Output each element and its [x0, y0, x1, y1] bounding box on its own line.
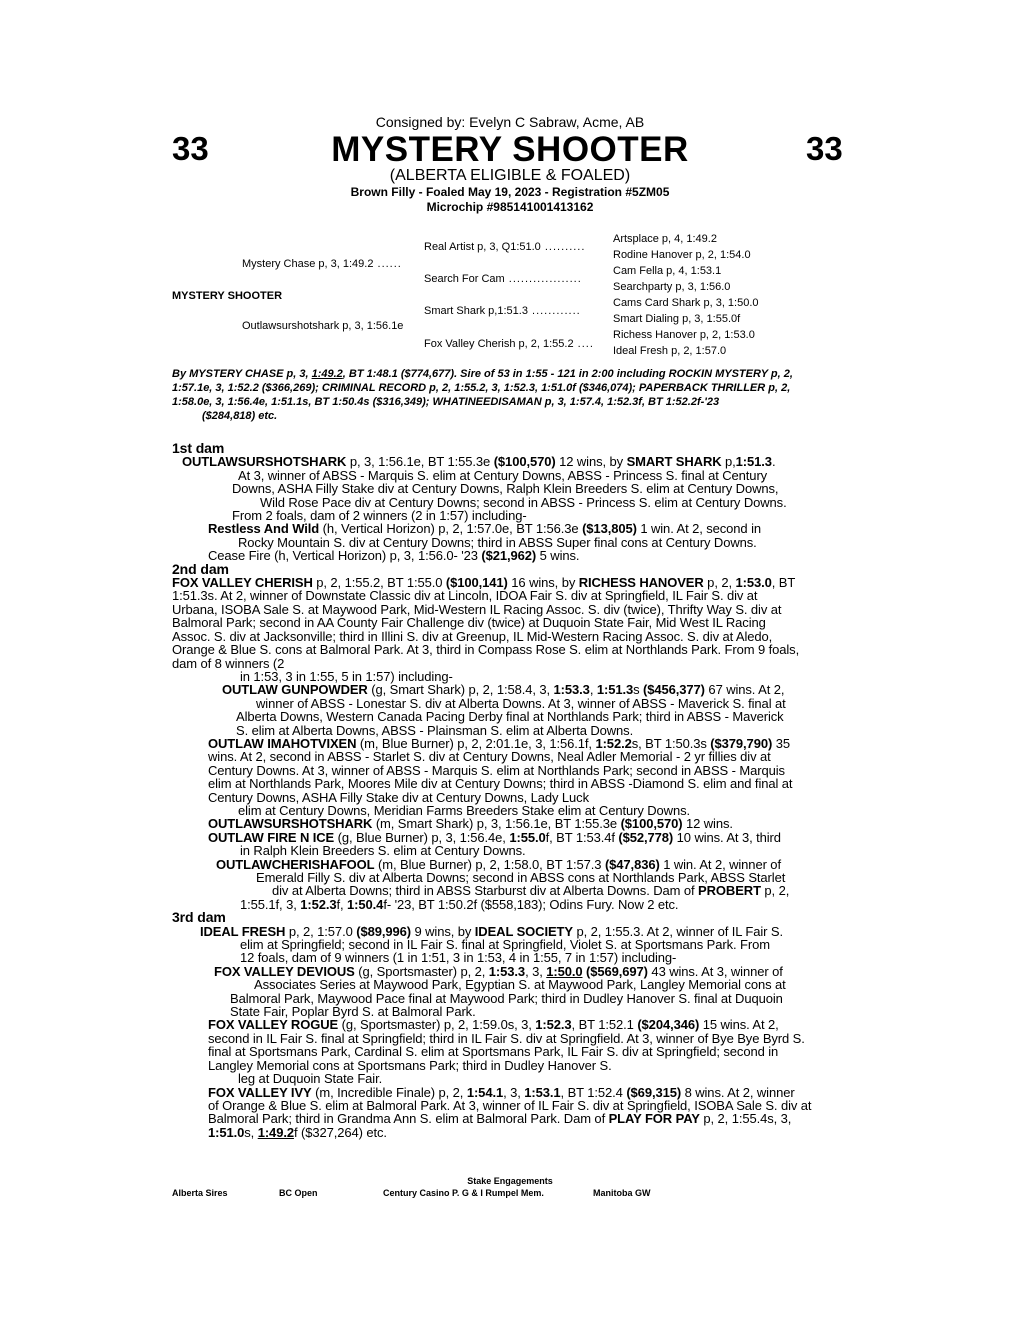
produce-fox-valley-devious: FOX VALLEY DEVIOUS (g, Sportsmaster) p, 2, 1:53.3, 3, 1:50.0 ($569,697) 43 wins. At 3, winner of	[214, 963, 783, 979]
second-dam-line: 1:51.3s. At 2, winner of Downstate Classic div at Lincoln, IDOA Fair S. div at Springfield, IL Fair S. div at	[172, 588, 758, 604]
foaling-details: Brown Filly - Foaled May 19, 2023 - Registration #5ZM05	[350, 185, 670, 199]
horse-name: MYSTERY SHOOTER	[331, 130, 689, 169]
produce-line: Emerald Filly S. div at Alberta Downs; second in ABSS cons at Northlands Park, ABSS Starlet	[256, 870, 786, 885]
produce-outlawsurshotshark: OUTLAWSURSHOTSHARK (m, Smart Shark) p, 3, 1:56.1e, BT 1:55.3e ($100,570) 12 wins.	[208, 816, 733, 832]
produce-line: S. elim at Alberta Downs, ABSS - Plainsman S. elim at Alberta Downs.	[236, 722, 634, 738]
produce-line: elim at Century Downs, Meridian Farms Breeders Stake elim at Century Downs.	[238, 802, 690, 818]
produce-restless-and-wild: Restless And Wild (h, Vertical Horizon) p, 2, 1:57.0e, BT 1:56.3e ($13,805) 1 win. At 2, second in	[208, 521, 761, 537]
produce-line: final at Sportsmans Park, Cardinal S. elim at Sportsmans Park, IL Fair S. div at Springfield; second in	[208, 1044, 779, 1060]
produce-outlaw-fire-n-ice: OUTLAW FIRE N ICE (g, Blue Burner) p, 3, 1:56.4e, 1:55.0f, BT 1:53.4f ($52,778) 10 wins. At 3, third	[208, 829, 781, 845]
produce-fox-valley-ivy: FOX VALLEY IVY (m, Incredible Finale) p, 2, 1:54.1, 3, 1:53.1, BT 1:52.4 ($69,315) 8 wins. At 2, winner	[208, 1084, 795, 1100]
pedigree-g8: Ideal Fresh p, 2, 1:57.0	[613, 345, 727, 357]
stake-engagements-title: Stake Engagements	[467, 1176, 553, 1186]
pedigree-g5: Cams Card Shark p, 3, 1:50.0	[613, 297, 759, 309]
produce-line: second in IL Fair S. final at Springfield; third in IL Fair S. div at Springfield. At 3, winner of Bye Bye Byrd S.	[208, 1030, 805, 1046]
pedigree-g2: Rodine Hanover p, 2, 1:54.0	[613, 249, 751, 261]
pedigree-dam-dam: Fox Valley Cherish p, 2, 1:55.2 ....	[424, 338, 594, 350]
hip-number-left: 33	[172, 130, 209, 167]
produce-cease-fire: Cease Fire (h, Vertical Horizon) p, 3, 1:56.0- '23 ($21,962) 5 wins.	[208, 548, 580, 564]
produce-line: elim at Northlands Park, Moores Mile div at Century Downs; third in ABSS -Diamond S. elim and final at	[208, 776, 793, 792]
produce-line: Century Downs, ASHA Filly Stake div at Century Downs, Lady Luck	[208, 789, 589, 805]
produce-line: wins. At 2, second in ABSS - Starlet S. div at Century Downs, Neal Adler Memorial - 2 yr fillies div at	[208, 749, 771, 765]
second-dam-line: in 1:53, 3 in 1:55, 5 in 1:57) including-	[240, 668, 453, 684]
first-dam-line: Downs, ASHA Filly Stake div at Century Downs, Ralph Klein Breeders S. elim at Century Downs,	[232, 481, 779, 497]
second-dam-heading: 2nd dam	[172, 560, 229, 577]
first-dam-line: From 2 foals, dam of 2 winners (2 in 1:57) including-	[232, 508, 527, 524]
pedigree-g3: Cam Fella p, 4, 1:53.1	[613, 265, 722, 277]
pedigree-sire: Mystery Chase p, 3, 1:49.2 ......	[242, 258, 402, 270]
produce-line: 1:55.1f, 3, 1:52.3f, 1:50.4f- '23, BT 1:50.2f ($558,183); Odins Fury. Now 2 etc.	[240, 896, 679, 912]
produce-fox-valley-rogue: FOX VALLEY ROGUE (g, Sportsmaster) p, 2, 1:59.0s, 3, 1:52.3, BT 1:52.1 ($204,346) 15 wins. At 2,	[208, 1017, 779, 1033]
produce-line: State Fair, Poplar Byrd S. at Balmoral Park.	[230, 1004, 476, 1020]
first-dam-heading: 1st dam	[172, 440, 225, 456]
produce-line: leg at Duquoin State Fair.	[238, 1071, 383, 1087]
pedigree-subject: MYSTERY SHOOTER	[172, 290, 283, 302]
produce-line: Langley Memorial cons at Sportsmans Park; third in Dudley Hanover S.	[208, 1057, 612, 1073]
produce-line: div at Alberta Downs; third in ABSS Starburst div at Alberta Downs. Dam of PROBERT p, 2,	[272, 883, 790, 899]
pedigree-g4: Searchparty p, 3, 1:56.0	[613, 281, 731, 293]
second-dam-line: Orange & Blue S. cons at Balmoral Park. At 3, third in Compass Rose S. elim at Northlands Park. From 9 foals,	[172, 642, 800, 658]
second-dam-line: Balmoral Park; second in AA County Fair Challenge div (twice) at Duquoin State Fair, Mid West IL Racing	[172, 615, 766, 631]
second-dam-line: Urbana, ISOBA Sale S. at Maywood Park, Mid-Western IL Racing Assoc. S. div (twice), Thrifty Way S. div at	[172, 601, 782, 617]
produce-line: Balmoral Park, Maywood Pace final at Maywood Park; third in Dudley Hanover S. final at Duquoin	[230, 990, 783, 1006]
second-dam-line: Assoc. S. div at Jacksonville; third in Illini S. div at Greenup, IL Mid-Western Racing Assoc. S. div at Aledo,	[172, 628, 773, 644]
produce-outlaw-gunpowder: OUTLAW GUNPOWDER (g, Smart Shark) p, 2, 1:58.4, 3, 1:53.3, 1:51.3s ($456,377) 67 wins. At 2,	[222, 682, 785, 698]
produce-line: Alberta Downs, Western Canada Pacing Derby final at Northlands Park; third in ABSS - Maverick	[236, 709, 784, 725]
first-dam-line: At 3, winner of ABSS - Marquis S. elim at Century Downs, ABSS - Princess S. final at Century	[238, 467, 768, 483]
third-dam-entry: IDEAL FRESH p, 2, 1:57.0 ($89,996) 9 wins, by IDEAL SOCIETY p, 2, 1:55.3. At 2, winner of IL Fair S.	[200, 923, 783, 939]
third-dam-line: elim at Springfield; second in IL Fair S. final at Springfield, Violet S. at Sportsmans Park. From	[240, 937, 770, 953]
produce-line: Rocky Mountain S. div at Century Downs; third in ABSS Super final cons at Century Downs.	[238, 534, 757, 550]
produce-line: of Orange & Blue S. elim at Balmoral Park. At 3, winner of IL Fair S. div at Springfield, ISOBA Sale S. div at	[208, 1097, 812, 1113]
pedigree-dam-sire: Smart Shark p,1:51.3 ............	[424, 305, 581, 317]
produce-line: winner of ABSS - Lonestar S. div at Alberta Downs. At 3, winner of ABSS - Maverick S. final at	[256, 695, 786, 711]
pedigree-g7: Richess Hanover p, 2, 1:53.0	[613, 329, 755, 341]
first-dam-entry: OUTLAWSURSHOTSHARK p, 3, 1:56.1e, BT 1:55.3e ($100,570) 12 wins, by SMART SHARK p,1:51.3.	[182, 454, 776, 470]
pedigree-sire-sire: Real Artist p, 3, Q1:51.0 ..........	[424, 241, 586, 253]
stake-item: BC Open	[279, 1188, 318, 1198]
stake-item: Century Casino P. G & I Rumpel Mem.	[383, 1188, 544, 1198]
first-dam-line: Wild Rose Pace div at Century Downs; second in ABSS - Princess S. elim at Century Downs.	[260, 494, 787, 510]
second-dam-entry: FOX VALLEY CHERISH p, 2, 1:55.2, BT 1:55.0 ($100,141) 16 wins, by RICHESS HANOVER p, 2, 1:53.0, BT	[172, 575, 796, 591]
consignor: Consigned by: Evelyn C Sabraw, Acme, AB	[375, 114, 645, 130]
stake-item: Alberta Sires	[172, 1188, 228, 1198]
produce-line: Century Downs. At 3, winner of ABSS - Marquis S. elim at Northlands Park; second in ABSS - Marquis	[208, 762, 785, 778]
produce-outlawcherishafool: OUTLAWCHERISHAFOOL (m, Blue Burner) p, 2, 1:58.0, BT 1:57.3 ($47,836) 1 win. At 2, winner of	[216, 856, 781, 872]
produce-line: 1:51.0s, 1:49.2f ($327,264) etc.	[208, 1124, 387, 1140]
produce-line: in Ralph Klein Breeders S. elim at Century Downs.	[240, 843, 526, 859]
produce-line: Associates Series at Maywood Park, Egyptian S. at Maywood Park, Langley Memorial cons at	[254, 977, 786, 993]
pedigree-sire-dam: Search For Cam ..................	[424, 273, 582, 285]
second-dam-line: dam of 8 winners (2	[172, 655, 285, 671]
hip-number-right: 33	[806, 130, 843, 167]
stake-item: Manitoba GW	[593, 1188, 651, 1198]
pedigree-dam: Outlawsurshotshark p, 3, 1:56.1e	[242, 320, 404, 332]
produce-outlaw-imahotvixen: OUTLAW IMAHOTVIXEN (m, Blue Burner) p, 2, 2:01.1e, 3, 1:56.1f, 1:52.2s, BT 1:50.3s ($379,790) 35	[208, 735, 790, 751]
pedigree-g6: Smart Dialing p, 3, 1:55.0f	[613, 313, 741, 325]
eligibility: (ALBERTA ELIGIBLE & FOALED)	[389, 167, 631, 184]
third-dam-heading: 3rd dam	[172, 909, 226, 926]
third-dam-line: 12 foals, dam of 9 winners (1 in 1:51, 3 in 1:53, 4 in 1:55, 7 in 1:57) including-	[240, 950, 677, 966]
female-family	[172, 442, 852, 1139]
produce-line: Balmoral Park; third in Grandma Ann S. elim at Balmoral Park. Dam of PLAY FOR PAY p, 2, 1:55.4s, 3,	[208, 1111, 792, 1127]
microchip: Microchip #985141001413162	[426, 200, 594, 214]
pedigree-g1: Artsplace p, 4, 1:49.2	[613, 233, 717, 245]
sire-summary: By MYSTERY CHASE p, 3, 1:49.2, BT 1:48.1 ($774,677). Sire of 53 in 1:55 - 121 in 2:00 including ROCKIN MYSTERY p, 2, 1:57.1e, 3, 1:52.2 ($366,269); CRIMINAL RECORD p, 2, 1:55.2, 3, 1:52.3, 1:51.0f ($346,074); PAPERBACK THRILLER p, 2, 1:58.0e, 3, 1:56.4e, 1:51.1s, BT 1:50.4s ($316,349); WHATINEEDISAMAN p, 3, 1:57.4, 1:52.3f, BT 1:52.2f-'23 ($284,818) etc.	[172, 368, 793, 422]
